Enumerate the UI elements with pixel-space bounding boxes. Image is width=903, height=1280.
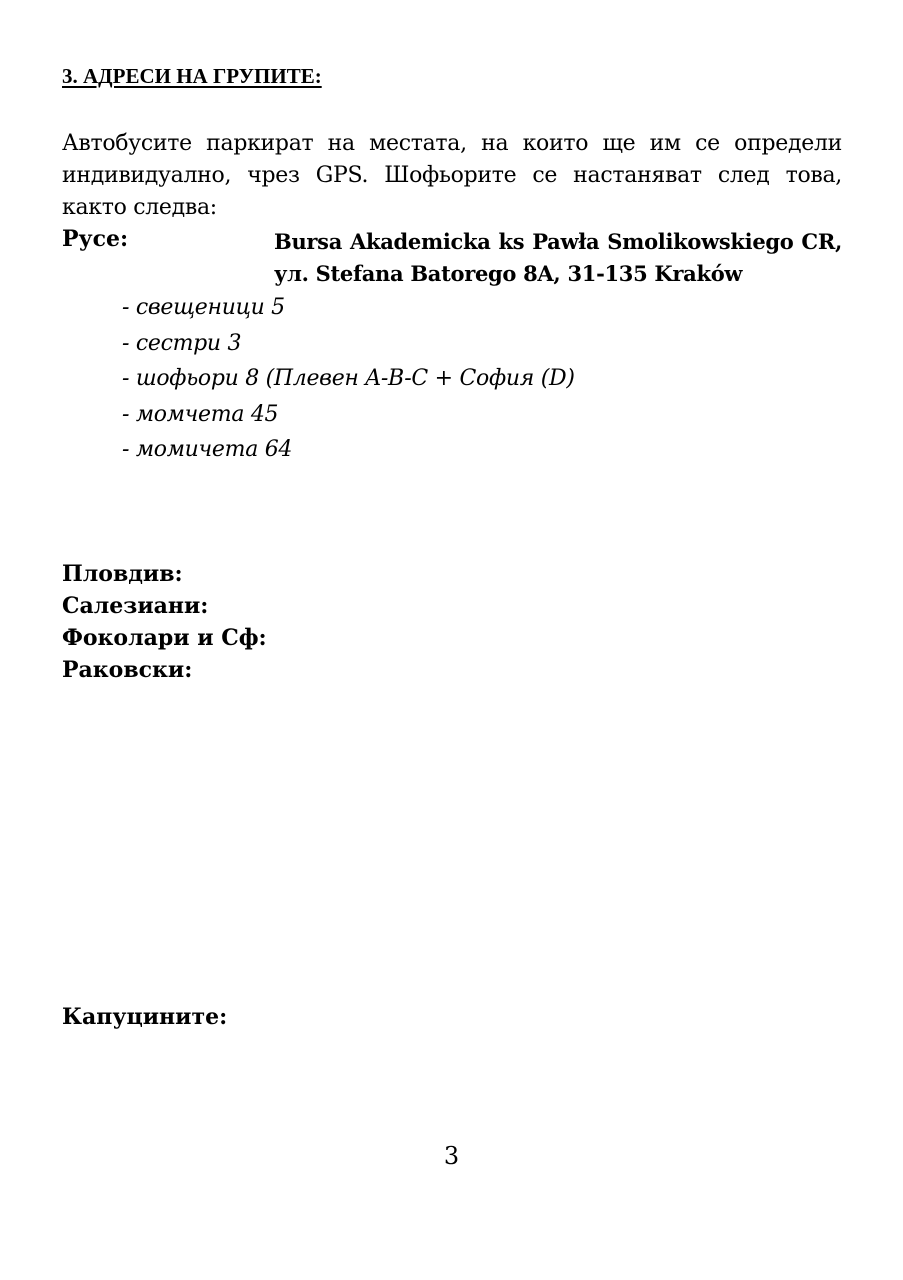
group-label-rakovski: Раковски: <box>62 657 193 683</box>
group-label-plovdiv: Пловдив: <box>62 561 183 587</box>
list-item: - момчета 45 <box>122 401 279 427</box>
section-heading: 3. АДРЕСИ НА ГРУПИТЕ: <box>62 64 322 88</box>
group-label-fokolari: Фоколари и Сф: <box>62 625 267 651</box>
list-item: - шофьори 8 (Плевен A-B-C + София (D) <box>122 366 575 391</box>
group-label-salezian: Салезиани: <box>62 593 209 619</box>
groups-list <box>62 558 267 686</box>
page-number: 3 <box>443 1142 460 1170</box>
ruse-address: Bursa Akademicka ks Pawła Smolikowskiego CR, ул. Stefana Batorego 8A, 31-135 Kraków <box>274 229 842 286</box>
ruse-participants-list <box>122 290 575 468</box>
intro-paragraph: Автобусите паркират на местата, на които ще им се определи индивидуално, чрез GPS. Шофьорите се настаняват след това, както следва: <box>62 131 842 220</box>
list-item: - момичета 64 <box>122 437 293 462</box>
list-item: - сестри 3 <box>122 330 242 356</box>
ruse-label: Русе: <box>62 226 129 252</box>
list-item: - свещеници 5 <box>122 295 285 320</box>
group-label-kapucini: Капуцините: <box>62 1004 228 1030</box>
